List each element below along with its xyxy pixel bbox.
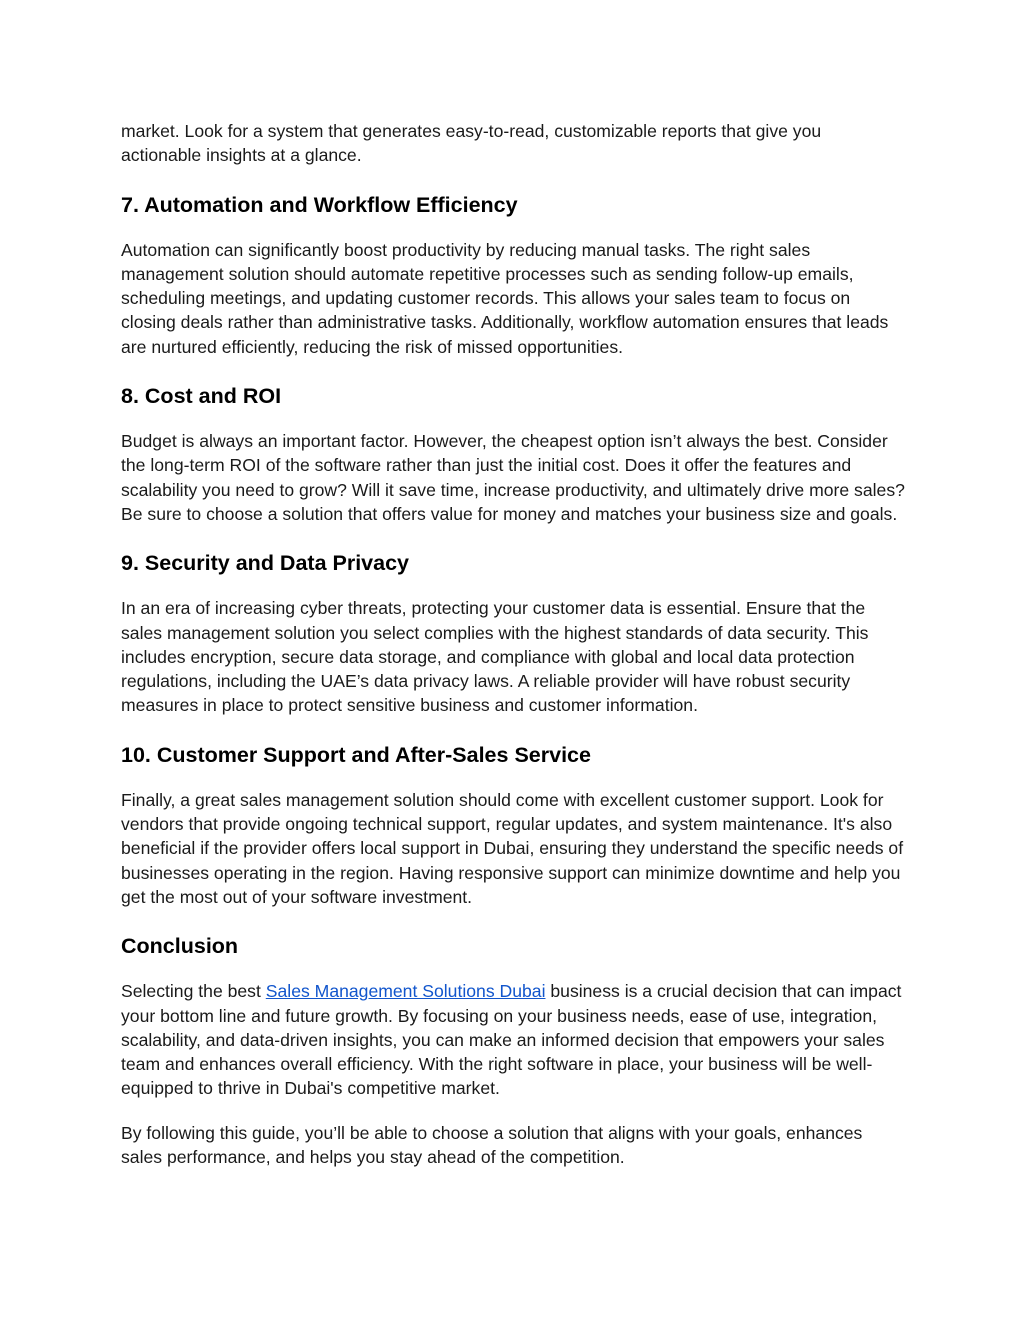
paragraph-cost-roi: Budget is always an important factor. However, the cheapest option isn’t always the best. Consider the long-term ROI of the software rather than just the initial cost. Does it offer the features and scalability you need to grow? Will it save time, increase productivity, and ultimately drive more sales? Be sure to choose a solution that offers value for money and matches your business size and goals. — [121, 431, 905, 524]
sales-management-link[interactable]: Sales Management Solutions Dubai — [265, 981, 546, 1002]
paragraph-customer-support: Finally, a great sales management solution should come with excellent customer support. Look for vendors that provide ongoing technical support, regular updates, and system maintenance. It's also beneficial if the provider offers local support in Dubai, ensuring they understand the specific needs of businesses operating in the region. Having responsive support can minimize downtime and help you get the most out of your software investment. — [121, 789, 904, 907]
heading-conclusion: Conclusion — [121, 934, 239, 959]
heading-security: 9. Security and Data Privacy — [121, 551, 410, 576]
paragraph-security: In an era of increasing cyber threats, protecting your customer data is essential. Ensure that the sales management solution you select complies with the highest standards of data security. This includes encryption, secure data storage, and compliance with global and local data protection regulations, including the UAE’s data privacy laws. A reliable provider will have robust security measures in place to protect sensitive business and customer information. — [121, 598, 869, 716]
conclusion-text-after: business is a crucial decision that can impact your bottom line and future growth. By focusing on your business needs, ease of use, integration, scalability, and data-driven insights, you can make an informed decision that empowers your sales team and enhances overall efficiency. With the right software in place, your business will be well-equipped to thrive in Dubai's competitive market. — [121, 981, 902, 1099]
heading-automation: 7. Automation and Workflow Efficiency — [121, 192, 518, 217]
paragraph-final: By following this guide, you’ll be able to choose a solution that aligns with your goals, enhances sales performance, and helps you stay ahead of the competition. — [121, 1122, 863, 1168]
conclusion-text-before: Selecting the best — [121, 981, 266, 1002]
paragraph-automation: Automation can significantly boost productivity by reducing manual tasks. The right sales management solution should automate repetitive processes such as sending follow-up emails, scheduling meetings, and updating customer records. This allows your sales team to focus on closing deals rather than administrative tasks. Additionally, workflow automation ensures that leads are nurtured efficiently, reducing the risk of missed opportunities. — [121, 239, 889, 357]
heading-customer-support: 10. Customer Support and After-Sales Service — [121, 742, 591, 767]
paragraph-conclusion — [121, 979, 906, 1100]
heading-cost-roi: 8. Cost and ROI — [121, 384, 282, 409]
intro-paragraph: market. Look for a system that generates easy-to-read, customizable reports that give you actionable insights at a glance. — [121, 121, 822, 166]
